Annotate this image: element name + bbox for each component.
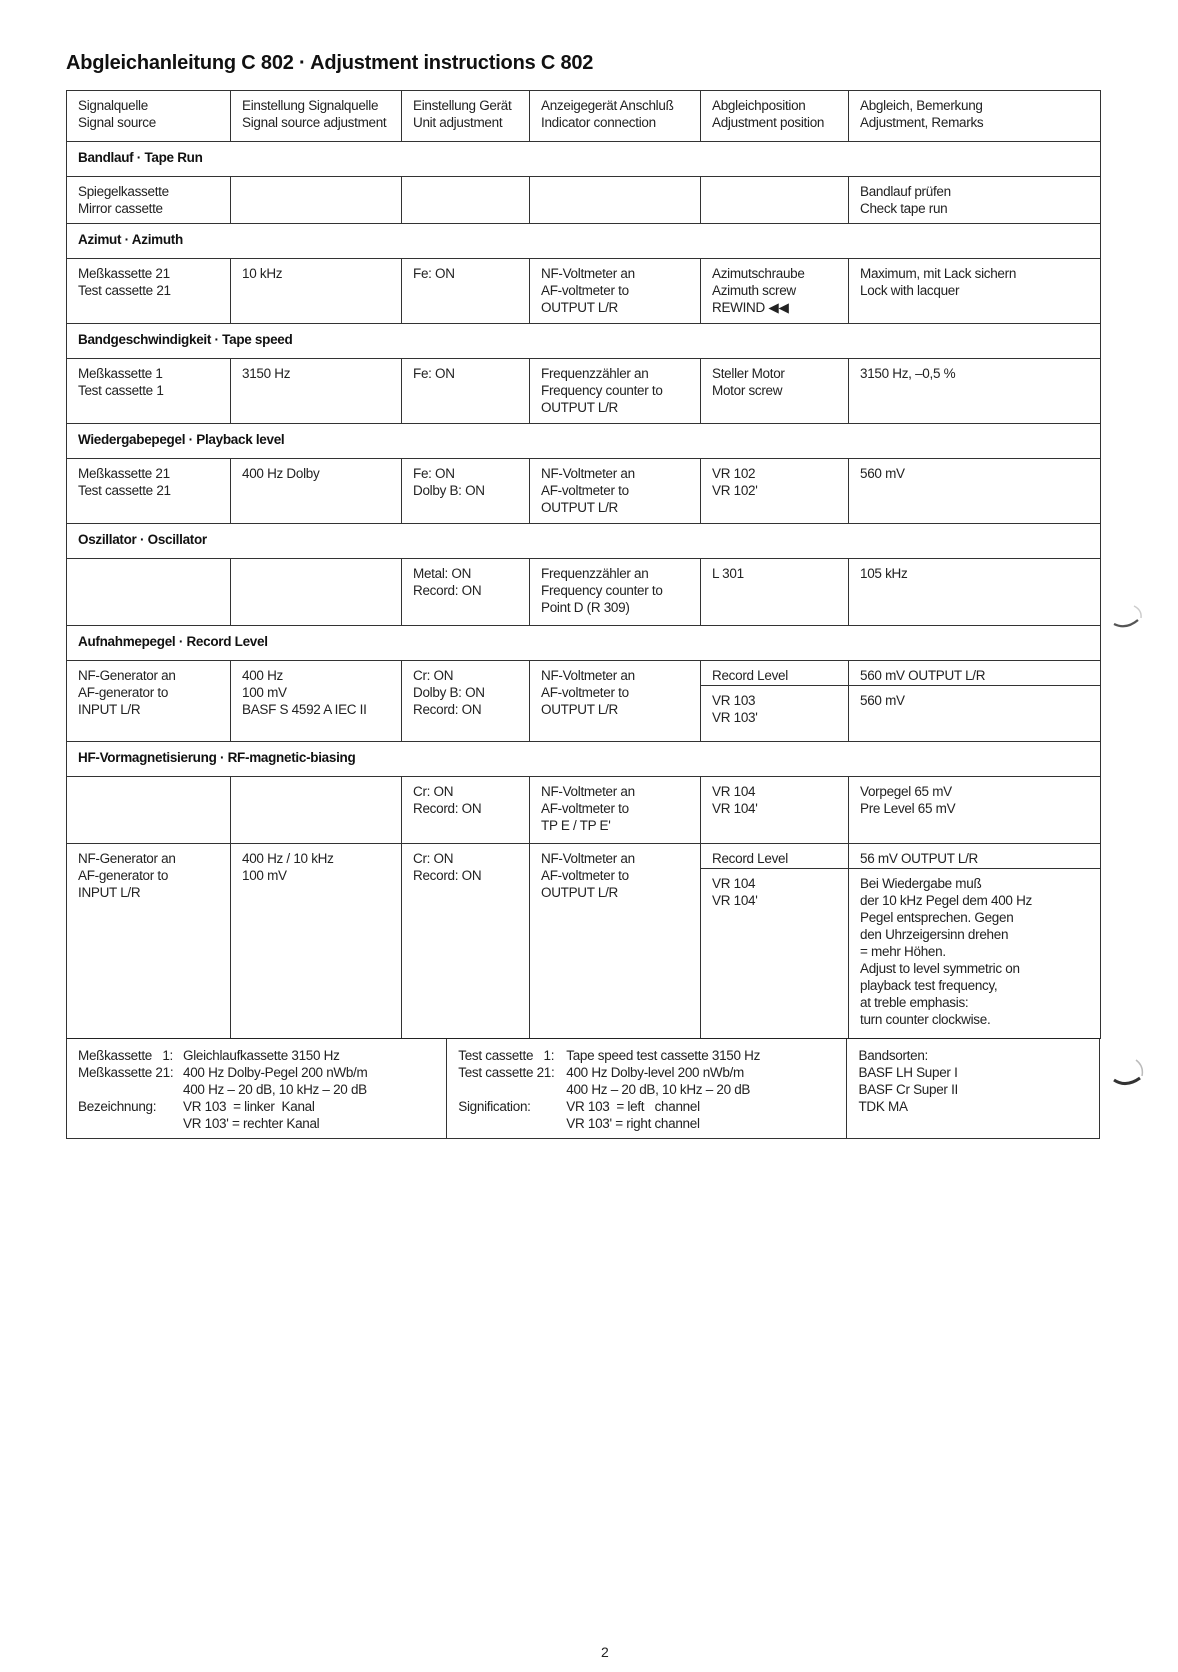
cell-text: INPUT L/R [78, 885, 141, 900]
cell-signal-source-adjustment [231, 177, 402, 224]
cell-text: VR 102 [712, 466, 756, 481]
footer-line [78, 1115, 436, 1132]
footer-label [458, 1081, 566, 1098]
cell-text: 400 Hz [242, 668, 283, 683]
cell-text: AF-voltmeter to [541, 483, 629, 498]
cell-text: NF-Voltmeter an [541, 784, 635, 799]
cell-text: Point D (R 309) [541, 600, 630, 615]
section-title: Aufnahmepegel · Record Level [67, 626, 1101, 661]
table-row [67, 177, 1101, 224]
cell-text: Dolby B: ON [413, 685, 485, 700]
footer-notes [66, 1038, 1100, 1139]
cell-adjustment-remarks [849, 177, 1101, 224]
cell-text: 56 mV OUTPUT L/R [860, 851, 978, 866]
column-header-unit-adjustment [402, 91, 530, 142]
cell-adjustment-position [701, 359, 849, 424]
cell-text: TP E / TP E' [541, 818, 611, 833]
footer-value: VR 103 = linker Kanal [183, 1099, 315, 1114]
column-header-signal-source-adjustment [231, 91, 402, 142]
footer-label: Meßkassette 1: [78, 1048, 173, 1063]
cell-sub-bottom [849, 686, 1100, 709]
cell-adjustment-position [701, 259, 849, 324]
cell-indicator-connection [530, 177, 701, 224]
cell-signal-source [67, 459, 231, 524]
scan-mark-icon [1108, 594, 1148, 634]
cell-text: Frequency counter to [541, 383, 663, 398]
cell-text: NF-Voltmeter an [541, 466, 635, 481]
cell-text: 105 kHz [860, 566, 908, 581]
cell-text: 100 mV [242, 685, 287, 700]
cell-signal-source [67, 559, 231, 626]
footer-label: Test cassette 1: [458, 1048, 555, 1063]
cell-text: Adjustment, Remarks [860, 115, 984, 130]
section-header-row [67, 224, 1101, 259]
cell-text: Signal source adjustment [242, 115, 387, 130]
cell-adjustment-remarks [849, 559, 1101, 626]
section-title: Bandlauf · Tape Run [67, 142, 1101, 177]
column-header-indicator-connection [530, 91, 701, 142]
cell-sub-bottom [849, 869, 1100, 1028]
cell-adjustment-remarks [849, 459, 1101, 524]
cell-text: REWIND ◀◀ [712, 300, 789, 315]
cell-text: Azimuth screw [712, 283, 796, 298]
cell-text: den Uhrzeigersinn drehen [860, 927, 1009, 942]
adjustment-table [66, 90, 1101, 1039]
cell-text: VR 104 [712, 784, 756, 799]
cell-signal-source-adjustment [231, 259, 402, 324]
cell-adjustment-position [701, 661, 849, 742]
table-row [67, 777, 1101, 844]
cell-text: OUTPUT L/R [541, 885, 619, 900]
cell-text: Record Level [712, 668, 788, 683]
cell-adjustment-remarks [849, 259, 1101, 324]
cell-text: 400 Hz Dolby [242, 466, 320, 481]
cell-indicator-connection [530, 459, 701, 524]
cell-indicator-connection [530, 259, 701, 324]
cell-text: AF-voltmeter to [541, 801, 629, 816]
cell-sub-top [849, 844, 1100, 869]
footer-label [78, 1081, 183, 1098]
cell-signal-source [67, 777, 231, 844]
cell-adjustment-position [701, 844, 849, 1039]
cell-text: 560 mV [860, 693, 905, 708]
cell-text: Maximum, mit Lack sichern [860, 266, 1017, 281]
column-header-row [67, 91, 1101, 142]
cell-text: Indicator connection [541, 115, 656, 130]
cell-signal-source [67, 177, 231, 224]
cell-text: NF-Voltmeter an [541, 668, 635, 683]
column-header-signal-source [67, 91, 231, 142]
section-title: Azimut · Azimuth [67, 224, 1101, 259]
cell-text: Bandsorten: [858, 1048, 928, 1063]
cell-text: 560 mV [860, 466, 905, 481]
cell-indicator-connection [530, 359, 701, 424]
cell-text: Fe: ON [413, 466, 455, 481]
cell-adjustment-remarks [849, 359, 1101, 424]
cell-text: 10 kHz [242, 266, 283, 281]
column-header-adjustment-remarks [849, 91, 1101, 142]
footer-line [78, 1098, 436, 1115]
scan-mark-icon [1110, 1056, 1150, 1096]
cell-text: Dolby B: ON [413, 483, 485, 498]
cell-text: Abgleichposition [712, 98, 806, 113]
footer-value: Gleichlaufkassette 3150 Hz [183, 1048, 340, 1063]
cell-text: Meßkassette 21 [78, 266, 170, 281]
section-header-row [67, 424, 1101, 459]
footer-line [458, 1115, 836, 1132]
cell-text: Frequency counter to [541, 583, 663, 598]
cell-text: INPUT L/R [78, 702, 141, 717]
footer-tape-types [846, 1039, 1099, 1138]
cell-text: Cr: ON [413, 784, 454, 799]
cell-text: Meßkassette 21 [78, 466, 170, 481]
footer-value: 400 Hz – 20 dB, 10 kHz – 20 dB [566, 1082, 751, 1097]
footer-value: VR 103 = left channel [566, 1099, 700, 1114]
cell-text: Bandlauf prüfen [860, 184, 951, 199]
footer-line [458, 1098, 836, 1115]
cell-text: OUTPUT L/R [541, 702, 619, 717]
cell-text: Frequenzzähler an [541, 366, 649, 381]
cell-unit-adjustment [402, 777, 530, 844]
cell-text: Record: ON [413, 583, 482, 598]
cell-signal-source [67, 661, 231, 742]
cell-text: playback test frequency, [860, 978, 998, 993]
cell-sub-top [701, 844, 848, 869]
cell-text: Cr: ON [413, 668, 454, 683]
cell-sub-bottom [701, 686, 848, 726]
cell-text: Vorpegel 65 mV [860, 784, 952, 799]
cell-adjustment-remarks [849, 777, 1101, 844]
cell-signal-source [67, 259, 231, 324]
cell-text: AF-generator to [78, 685, 169, 700]
cell-text: Fe: ON [413, 366, 455, 381]
cell-signal-source-adjustment [231, 661, 402, 742]
cell-unit-adjustment [402, 661, 530, 742]
footer-line [458, 1081, 836, 1098]
cell-text: Abgleich, Bemerkung [860, 98, 983, 113]
cell-text: Bei Wiedergabe muß [860, 876, 982, 891]
cell-text: Motor screw [712, 383, 783, 398]
cell-text: TDK MA [858, 1099, 908, 1114]
cell-indicator-connection [530, 559, 701, 626]
cell-text: Check tape run [860, 201, 948, 216]
cell-text: Metal: ON [413, 566, 472, 581]
footer-label: Bezeichnung: [78, 1099, 157, 1114]
cell-text: = mehr Höhen. [860, 944, 946, 959]
cell-adjustment-position [701, 559, 849, 626]
cell-unit-adjustment [402, 359, 530, 424]
cell-text: NF-Voltmeter an [541, 266, 635, 281]
cell-text: BASF S 4592 A IEC II [242, 702, 367, 717]
cell-text: Einstellung Gerät [413, 98, 512, 113]
cell-text: Adjustment position [712, 115, 825, 130]
cell-text: Frequenzzähler an [541, 566, 649, 581]
cell-signal-source-adjustment [231, 559, 402, 626]
cell-text: NF-Generator an [78, 851, 176, 866]
cell-text: Test cassette 21 [78, 283, 171, 298]
footer-german-notes [67, 1039, 446, 1138]
footer-value: VR 103' = right channel [566, 1116, 700, 1131]
cell-text: Adjust to level symmetric on [860, 961, 1020, 976]
cell-text: 3150 Hz [242, 366, 291, 381]
cell-text: Spiegelkassette [78, 184, 169, 199]
cell-text: VR 104 [712, 876, 756, 891]
cell-unit-adjustment [402, 259, 530, 324]
cell-unit-adjustment [402, 177, 530, 224]
footer-line [458, 1064, 836, 1081]
cell-text: VR 103' [712, 710, 758, 725]
cell-text: Test cassette 1 [78, 383, 164, 398]
cell-signal-source-adjustment [231, 777, 402, 844]
footer-line [78, 1047, 436, 1064]
table-row [67, 559, 1101, 626]
table-row [67, 844, 1101, 1039]
cell-text: OUTPUT L/R [541, 400, 619, 415]
cell-text: VR 103 [712, 693, 756, 708]
table-row [67, 459, 1101, 524]
cell-text: turn counter clockwise. [860, 1012, 991, 1027]
cell-text: NF-Generator an [78, 668, 176, 683]
cell-adjustment-position [701, 459, 849, 524]
footer-label [458, 1115, 566, 1132]
page-number: 2 [601, 1644, 609, 1660]
footer-label: Meßkassette 21: [78, 1065, 174, 1080]
table-row [67, 661, 1101, 742]
section-header-row [67, 524, 1101, 559]
cell-text: 560 mV OUTPUT L/R [860, 668, 986, 683]
section-title: HF-Vormagnetisierung · RF-magnetic-biasing [67, 742, 1101, 777]
table-row [67, 359, 1101, 424]
footer-label [78, 1115, 183, 1132]
cell-indicator-connection [530, 844, 701, 1039]
cell-signal-source-adjustment [231, 359, 402, 424]
cell-text: Fe: ON [413, 266, 455, 281]
section-title: Bandgeschwindigkeit · Tape speed [67, 324, 1101, 359]
cell-text: 100 mV [242, 868, 287, 883]
cell-text: AF-generator to [78, 868, 169, 883]
cell-text: Azimutschraube [712, 266, 805, 281]
cell-text: OUTPUT L/R [541, 500, 619, 515]
cell-text: Mirror cassette [78, 201, 163, 216]
cell-text: VR 104' [712, 893, 758, 908]
cell-text: at treble emphasis: [860, 995, 969, 1010]
cell-text: Meßkassette 1 [78, 366, 163, 381]
footer-label: Test cassette 21: [458, 1065, 555, 1080]
section-header-row [67, 742, 1101, 777]
footer-value: VR 103' = rechter Kanal [183, 1116, 320, 1131]
cell-text: Anzeigegerät Anschluß [541, 98, 674, 113]
section-title: Oszillator · Oscillator [67, 524, 1101, 559]
footer-value: 400 Hz Dolby-Pegel 200 nWb/m [183, 1065, 368, 1080]
cell-text: Signalquelle [78, 98, 148, 113]
cell-adjustment-remarks [849, 844, 1101, 1039]
cell-text: NF-Voltmeter an [541, 851, 635, 866]
cell-text: VR 104' [712, 801, 758, 816]
footer-value: 400 Hz Dolby-level 200 nWb/m [566, 1065, 744, 1080]
cell-text: Steller Motor [712, 366, 785, 381]
cell-text: BASF Cr Super II [858, 1082, 958, 1097]
cell-text: Cr: ON [413, 851, 454, 866]
cell-text: Einstellung Signalquelle [242, 98, 379, 113]
section-header-row [67, 324, 1101, 359]
cell-adjustment-position [701, 177, 849, 224]
footer-value: Tape speed test cassette 3150 Hz [566, 1048, 761, 1063]
cell-text: BASF LH Super I [858, 1065, 958, 1080]
cell-signal-source-adjustment [231, 844, 402, 1039]
footer-line [78, 1081, 436, 1098]
page-title: Abgleichanleitung C 802 · Adjustment instructions C 802 [66, 52, 594, 74]
cell-text: OUTPUT L/R [541, 300, 619, 315]
section-header-row [67, 142, 1101, 177]
footer-label: Signification: [458, 1099, 531, 1114]
cell-indicator-connection [530, 661, 701, 742]
cell-text: Pre Level 65 mV [860, 801, 956, 816]
section-title: Wiedergabepegel · Playback level [67, 424, 1101, 459]
cell-adjustment-position [701, 777, 849, 844]
cell-text: VR 102' [712, 483, 758, 498]
cell-text: AF-voltmeter to [541, 685, 629, 700]
cell-text: der 10 kHz Pegel dem 400 Hz [860, 893, 1032, 908]
cell-indicator-connection [530, 777, 701, 844]
section-header-row [67, 626, 1101, 661]
cell-unit-adjustment [402, 559, 530, 626]
cell-signal-source-adjustment [231, 459, 402, 524]
cell-text: 400 Hz / 10 kHz [242, 851, 334, 866]
cell-text: AF-voltmeter to [541, 868, 629, 883]
cell-text: Unit adjustment [413, 115, 503, 130]
footer-english-notes [446, 1039, 846, 1138]
cell-text: Record Level [712, 851, 788, 866]
cell-signal-source [67, 359, 231, 424]
cell-text: Record: ON [413, 868, 482, 883]
cell-text: L 301 [712, 566, 744, 581]
cell-text: Test cassette 21 [78, 483, 171, 498]
cell-text: Signal source [78, 115, 156, 130]
cell-sub-top [849, 661, 1100, 686]
cell-text: Lock with lacquer [860, 283, 960, 298]
cell-text: AF-voltmeter to [541, 283, 629, 298]
footer-line [458, 1047, 836, 1064]
cell-text: Pegel entsprechen. Gegen [860, 910, 1014, 925]
cell-sub-bottom [701, 869, 848, 909]
column-header-adjustment-position [701, 91, 849, 142]
table-row [67, 259, 1101, 324]
footer-value: 400 Hz – 20 dB, 10 kHz – 20 dB [183, 1082, 367, 1097]
footer-line [78, 1064, 436, 1081]
cell-sub-top [701, 661, 848, 686]
cell-text: Record: ON [413, 702, 482, 717]
cell-text: 3150 Hz, –0,5 % [860, 366, 956, 381]
cell-unit-adjustment [402, 459, 530, 524]
cell-signal-source [67, 844, 231, 1039]
cell-text: Record: ON [413, 801, 482, 816]
cell-adjustment-remarks [849, 661, 1101, 742]
cell-unit-adjustment [402, 844, 530, 1039]
